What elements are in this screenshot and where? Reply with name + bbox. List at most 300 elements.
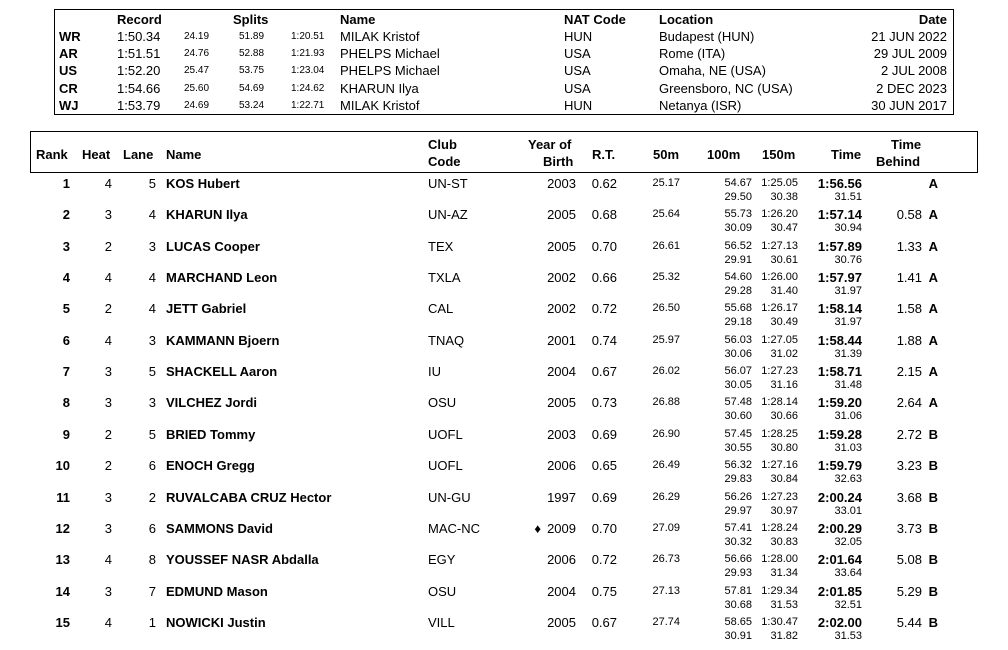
result-name: KHARUN Ilya xyxy=(166,207,248,223)
result-club: CAL xyxy=(428,301,454,317)
result-club: IU xyxy=(428,364,441,380)
result-sp100: 30.32 xyxy=(724,535,752,548)
result-name: KOS Hubert xyxy=(166,176,240,191)
result-sp150: 30.97 xyxy=(770,504,798,517)
result-sptime: 31.48 xyxy=(834,379,862,392)
result-lane: 4 xyxy=(148,301,156,317)
result-q: A xyxy=(928,364,938,380)
result-lane: 7 xyxy=(148,583,156,599)
result-m100: 54.67 xyxy=(724,177,752,189)
result-sp100: 30.05 xyxy=(724,379,752,392)
result-time: 1:58.14 xyxy=(817,301,862,317)
result-m150: 1:28.14 xyxy=(761,396,798,409)
result-rt: 0.70 xyxy=(591,238,617,254)
result-row xyxy=(0,458,1008,489)
result-lane: 8 xyxy=(148,552,156,568)
result-sp150: 30.84 xyxy=(770,473,798,486)
result-yob: 2005 xyxy=(547,238,576,254)
result-m150: 1:27.13 xyxy=(761,239,798,252)
record-s1: 24.19 xyxy=(184,31,210,42)
result-sp100: 30.68 xyxy=(724,598,752,611)
result-yob: 2005 xyxy=(547,207,576,223)
result-club: UOFL xyxy=(428,426,463,442)
record-location: Budapest (HUN) xyxy=(659,29,755,44)
result-q: A xyxy=(928,301,938,317)
result-yob: 2009 xyxy=(547,520,576,536)
result-rt: 0.69 xyxy=(591,426,617,442)
result-m150: 1:28.24 xyxy=(761,521,798,534)
record-time: 1:53.79 xyxy=(117,97,161,113)
result-lane: 4 xyxy=(148,207,156,223)
result-behind: 1.41 xyxy=(896,270,922,286)
result-time: 1:59.79 xyxy=(817,458,862,474)
record-date: 2 JUL 2008 xyxy=(880,63,947,79)
result-name: EDMUND Mason xyxy=(166,583,268,599)
result-m150: 1:25.05 xyxy=(761,177,798,189)
result-heat: 4 xyxy=(104,270,112,286)
result-behind: 5.44 xyxy=(896,614,922,630)
result-behind: 1.33 xyxy=(896,238,922,254)
record-code: AR xyxy=(59,46,78,62)
result-behind: 2.72 xyxy=(896,426,922,442)
result-m100: 56.32 xyxy=(724,459,752,472)
record-nat: USA xyxy=(564,80,591,96)
record-time: 1:51.51 xyxy=(117,46,161,62)
result-name: NOWICKI Justin xyxy=(166,614,266,630)
result-rank: 14 xyxy=(55,583,70,599)
result-sp100: 29.91 xyxy=(724,253,752,266)
result-sp150: 31.02 xyxy=(770,347,798,360)
result-rt: 0.65 xyxy=(591,458,617,474)
result-m150: 1:27.23 xyxy=(761,365,798,378)
result-lane: 3 xyxy=(148,332,156,348)
result-yob: 2002 xyxy=(547,270,576,286)
result-behind: 0.58 xyxy=(896,207,922,223)
record-s1: 25.60 xyxy=(184,82,210,94)
result-sp150: 31.34 xyxy=(770,567,798,580)
results-header xyxy=(30,131,978,173)
result-sp100: 30.06 xyxy=(724,347,752,360)
record-code: WR xyxy=(59,29,81,44)
result-m100: 57.81 xyxy=(724,584,752,597)
result-row xyxy=(0,521,1008,552)
result-club: MAC-NC xyxy=(428,520,480,536)
record-code: WJ xyxy=(59,97,79,113)
result-m50: 26.02 xyxy=(652,365,680,378)
result-sptime: 32.05 xyxy=(834,535,862,548)
header-yob-2: Birth xyxy=(543,154,574,169)
result-m150: 1:30.47 xyxy=(761,615,798,628)
record-s2: 53.75 xyxy=(239,65,265,77)
result-m150: 1:27.05 xyxy=(761,333,798,346)
records-header-name: Name xyxy=(340,12,376,27)
result-m150: 1:29.34 xyxy=(761,584,798,597)
result-q: A xyxy=(928,238,938,254)
result-q: B xyxy=(928,583,938,599)
result-row xyxy=(0,176,1008,207)
result-yob: 1997 xyxy=(547,489,576,505)
result-q: B xyxy=(928,520,938,536)
record-code: CR xyxy=(59,80,78,96)
result-yob: 2005 xyxy=(547,395,576,411)
result-club: TXLA xyxy=(428,270,461,286)
record-time: 1:54.66 xyxy=(117,80,161,96)
result-sp150: 30.83 xyxy=(770,535,798,548)
result-sp150: 30.38 xyxy=(770,191,798,203)
header-heat: Heat xyxy=(82,147,111,162)
result-rank: 6 xyxy=(62,332,70,348)
result-m100: 56.07 xyxy=(724,365,752,378)
result-yob: 2002 xyxy=(547,301,576,317)
result-rt: 0.75 xyxy=(591,583,617,599)
result-yob: 2003 xyxy=(547,426,576,442)
header-time: Time xyxy=(831,147,862,162)
result-rt: 0.66 xyxy=(591,270,617,286)
result-heat: 4 xyxy=(104,176,112,191)
header-time-behind-2: Behind xyxy=(876,154,921,169)
result-rank: 11 xyxy=(56,489,70,505)
result-time: 1:59.28 xyxy=(817,426,862,442)
record-nat: USA xyxy=(564,46,591,62)
result-sp150: 31.16 xyxy=(770,379,798,392)
result-rt: 0.69 xyxy=(591,489,617,505)
result-name: SAMMONS David xyxy=(166,520,273,536)
result-club: TNAQ xyxy=(428,332,465,348)
result-club: TEX xyxy=(428,238,454,254)
record-name: PHELPS Michael xyxy=(340,63,440,79)
result-m150: 1:27.23 xyxy=(761,490,798,503)
record-row xyxy=(55,81,953,98)
result-sptime: 31.03 xyxy=(834,441,862,454)
result-rank: 7 xyxy=(62,364,70,380)
result-heat: 3 xyxy=(104,207,112,223)
result-yob: 2004 xyxy=(547,583,576,599)
result-heat: 3 xyxy=(104,583,112,599)
result-yob: 2001 xyxy=(547,332,576,348)
record-date: 2 DEC 2023 xyxy=(876,80,947,96)
result-time: 2:00.24 xyxy=(817,489,862,505)
result-m100: 56.66 xyxy=(724,553,752,566)
record-s2: 51.89 xyxy=(239,31,265,42)
record-nat: HUN xyxy=(564,97,593,113)
header-rt: R.T. xyxy=(592,147,616,162)
result-behind: 2.15 xyxy=(896,364,922,380)
result-club: OSU xyxy=(428,583,457,599)
result-sp100: 29.50 xyxy=(724,191,752,203)
result-m50: 25.17 xyxy=(652,177,680,189)
record-s2: 52.88 xyxy=(239,48,265,60)
record-nat: USA xyxy=(564,63,591,79)
header-club-2: Code xyxy=(428,154,461,169)
result-row xyxy=(0,395,1008,426)
result-time: 1:57.97 xyxy=(817,270,862,286)
result-m100: 58.65 xyxy=(724,615,752,628)
result-lane: 2 xyxy=(148,489,156,505)
result-m100: 55.73 xyxy=(724,208,752,221)
result-m50: 26.73 xyxy=(652,553,680,566)
result-yob: 2003 xyxy=(547,176,576,191)
records-header-location: Location xyxy=(659,12,714,27)
result-sp100: 29.93 xyxy=(724,567,752,580)
result-m50: 25.32 xyxy=(652,271,680,284)
result-sptime: 32.51 xyxy=(834,598,862,611)
result-time: 2:00.29 xyxy=(817,520,862,536)
record-location: Omaha, NE (USA) xyxy=(659,63,766,79)
header-150m: 150m xyxy=(762,147,796,162)
result-sp150: 30.66 xyxy=(770,410,798,423)
result-q: B xyxy=(928,458,938,474)
result-rt: 0.73 xyxy=(591,395,617,411)
result-row xyxy=(0,584,1008,615)
result-m150: 1:26.20 xyxy=(761,208,798,221)
record-row xyxy=(55,98,953,115)
result-yob-marker: ♦ xyxy=(534,520,541,536)
result-m50: 27.09 xyxy=(652,521,680,534)
result-rank: 10 xyxy=(55,458,70,474)
result-time: 1:57.14 xyxy=(817,207,862,223)
result-lane: 6 xyxy=(148,458,156,474)
header-club-1: Club xyxy=(428,137,457,152)
result-m50: 26.88 xyxy=(652,396,680,409)
result-rank: 13 xyxy=(55,552,70,568)
result-row xyxy=(0,364,1008,395)
header-50m: 50m xyxy=(653,147,680,162)
record-location: Rome (ITA) xyxy=(659,46,726,62)
result-m100: 57.45 xyxy=(724,427,752,440)
result-rank: 9 xyxy=(62,426,70,442)
record-s3: 1:20.51 xyxy=(291,31,325,42)
result-rank: 3 xyxy=(62,238,70,254)
result-m50: 25.64 xyxy=(652,208,680,221)
result-time: 1:58.71 xyxy=(817,364,862,380)
record-s3: 1:24.62 xyxy=(291,82,325,94)
result-time: 2:02.00 xyxy=(817,614,862,630)
header-name: Name xyxy=(166,147,202,162)
result-m50: 26.61 xyxy=(652,239,680,252)
records-header-date: Date xyxy=(918,12,947,27)
record-s1: 25.47 xyxy=(184,65,210,77)
record-name: MILAK Kristof xyxy=(340,97,420,113)
record-date: 30 JUN 2017 xyxy=(871,97,947,113)
result-q: A xyxy=(928,270,938,286)
result-q: B xyxy=(928,426,938,442)
result-behind: 5.08 xyxy=(896,552,922,568)
record-date: 29 JUL 2009 xyxy=(873,46,947,62)
result-time: 2:01.64 xyxy=(817,552,862,568)
record-name: MILAK Kristof xyxy=(340,29,420,44)
result-sptime: 31.97 xyxy=(834,316,862,329)
result-yob: 2004 xyxy=(547,364,576,380)
result-sptime: 31.53 xyxy=(834,629,862,642)
record-row xyxy=(55,46,953,63)
result-club: VILL xyxy=(428,614,455,630)
result-m100: 54.60 xyxy=(724,271,752,284)
record-code: US xyxy=(59,63,78,79)
result-row xyxy=(0,427,1008,458)
result-sptime: 30.76 xyxy=(834,253,862,266)
result-club: OSU xyxy=(428,395,457,411)
record-s1: 24.76 xyxy=(184,48,210,60)
result-time: 1:58.44 xyxy=(817,332,862,348)
record-time: 1:52.20 xyxy=(117,63,161,79)
result-rank: 12 xyxy=(55,520,70,536)
result-rank: 5 xyxy=(62,301,70,317)
result-time: 2:01.85 xyxy=(817,583,862,599)
result-behind: 3.73 xyxy=(896,520,922,536)
result-m150: 1:27.16 xyxy=(761,459,798,472)
record-nat: HUN xyxy=(564,29,593,44)
result-sptime: 31.97 xyxy=(834,285,862,298)
result-sp100: 29.97 xyxy=(724,504,752,517)
record-row xyxy=(55,29,953,46)
result-sptime: 32.63 xyxy=(834,473,862,486)
result-yob: 2006 xyxy=(547,552,576,568)
result-m50: 27.13 xyxy=(652,584,680,597)
result-sp150: 31.82 xyxy=(770,629,798,642)
result-sp100: 30.91 xyxy=(724,629,752,642)
result-behind: 3.68 xyxy=(896,489,922,505)
result-sptime: 33.01 xyxy=(834,504,862,517)
result-m100: 56.03 xyxy=(724,333,752,346)
result-rt: 0.67 xyxy=(591,364,617,380)
result-m100: 56.52 xyxy=(724,239,752,252)
result-rt: 0.70 xyxy=(591,520,617,536)
result-name: VILCHEZ Jordi xyxy=(166,395,258,411)
result-m50: 26.50 xyxy=(652,302,680,315)
result-sp150: 31.40 xyxy=(770,285,798,298)
result-sp100: 30.55 xyxy=(724,441,752,454)
result-time: 1:57.89 xyxy=(817,238,862,254)
result-m150: 1:26.17 xyxy=(761,302,798,315)
result-behind: 3.23 xyxy=(896,458,922,474)
result-lane: 3 xyxy=(148,395,156,411)
record-location: Greensboro, NC (USA) xyxy=(659,80,793,96)
result-m100: 57.48 xyxy=(724,396,752,409)
result-heat: 2 xyxy=(104,426,112,442)
result-q: A xyxy=(928,207,938,223)
header-yob-1: Year of xyxy=(528,137,572,152)
record-name: KHARUN Ilya xyxy=(340,80,419,96)
result-rt: 0.72 xyxy=(591,552,617,568)
result-rt: 0.67 xyxy=(591,614,617,630)
result-sp150: 30.61 xyxy=(770,253,798,266)
result-m100: 56.26 xyxy=(724,490,752,503)
result-sp150: 30.47 xyxy=(770,222,798,235)
record-s2: 54.69 xyxy=(239,82,265,94)
result-time: 1:56.56 xyxy=(817,176,862,191)
record-s3: 1:22.71 xyxy=(291,99,325,111)
result-sp150: 31.53 xyxy=(770,598,798,611)
result-row xyxy=(0,333,1008,364)
result-name: LUCAS Cooper xyxy=(166,238,260,254)
record-location: Netanya (ISR) xyxy=(659,97,742,113)
result-heat: 2 xyxy=(104,301,112,317)
header-time-behind-1: Time xyxy=(891,137,922,152)
result-q: B xyxy=(928,614,938,630)
result-behind: 5.29 xyxy=(896,583,922,599)
result-q: B xyxy=(928,552,938,568)
result-lane: 1 xyxy=(148,614,156,630)
result-behind: 1.58 xyxy=(896,301,922,317)
result-rank: 4 xyxy=(62,270,70,286)
result-q: A xyxy=(928,395,938,411)
result-m150: 1:26.00 xyxy=(761,271,798,284)
result-name: ENOCH Gregg xyxy=(166,458,255,474)
result-rank: 15 xyxy=(55,614,70,630)
result-q: A xyxy=(928,332,938,348)
header-rank: Rank xyxy=(36,147,68,162)
result-heat: 2 xyxy=(104,458,112,474)
result-m50: 25.97 xyxy=(652,333,680,346)
record-name: PHELPS Michael xyxy=(340,46,440,62)
result-m50: 26.29 xyxy=(652,490,680,503)
result-heat: 4 xyxy=(104,614,112,630)
record-s1: 24.69 xyxy=(184,99,210,111)
result-name: RUVALCABA CRUZ Hector xyxy=(166,489,332,505)
result-lane: 5 xyxy=(148,176,156,191)
result-sptime: 31.39 xyxy=(834,347,862,360)
result-behind: 2.64 xyxy=(896,395,922,411)
record-row xyxy=(55,63,953,80)
result-q: B xyxy=(928,489,938,505)
result-row xyxy=(0,301,1008,332)
result-lane: 3 xyxy=(148,238,156,254)
header-lane: Lane xyxy=(123,147,154,162)
result-m100: 55.68 xyxy=(724,302,752,315)
result-rt: 0.62 xyxy=(591,176,617,191)
result-heat: 3 xyxy=(104,395,112,411)
result-rank: 2 xyxy=(62,207,70,223)
result-m50: 26.49 xyxy=(652,459,680,472)
result-rt: 0.72 xyxy=(591,301,617,317)
result-row xyxy=(0,207,1008,238)
result-name: BRIED Tommy xyxy=(166,426,256,442)
result-name: YOUSSEF NASR Abdalla xyxy=(166,552,319,568)
result-sptime: 31.51 xyxy=(834,191,862,203)
result-lane: 6 xyxy=(148,520,156,536)
result-sptime: 30.94 xyxy=(834,222,862,235)
record-time: 1:50.34 xyxy=(117,29,161,44)
result-heat: 2 xyxy=(104,238,112,254)
records-header-nat: NAT Code xyxy=(564,12,626,27)
result-club: UN-GU xyxy=(428,489,471,505)
result-row xyxy=(0,270,1008,301)
result-sp150: 30.80 xyxy=(770,441,798,454)
result-name: JETT Gabriel xyxy=(166,301,247,317)
result-row xyxy=(0,552,1008,583)
result-sptime: 33.64 xyxy=(834,567,862,580)
result-heat: 3 xyxy=(104,520,112,536)
result-row xyxy=(0,615,1008,646)
records-header-record: Record xyxy=(117,12,162,27)
result-q: A xyxy=(928,176,938,191)
result-behind: 1.88 xyxy=(896,332,922,348)
result-heat: 4 xyxy=(104,552,112,568)
result-m150: 1:28.00 xyxy=(761,553,798,566)
result-club: UN-ST xyxy=(428,176,468,191)
result-time: 1:59.20 xyxy=(817,395,862,411)
result-sp100: 29.18 xyxy=(724,316,752,329)
header-100m: 100m xyxy=(707,147,741,162)
result-rt: 0.68 xyxy=(591,207,617,223)
record-s3: 1:23.04 xyxy=(291,65,325,77)
result-rt: 0.74 xyxy=(591,332,617,348)
result-name: SHACKELL Aaron xyxy=(166,364,278,380)
result-club: UOFL xyxy=(428,458,463,474)
result-m100: 57.41 xyxy=(724,521,752,534)
result-heat: 3 xyxy=(104,364,112,380)
result-sp150: 30.49 xyxy=(770,316,798,329)
